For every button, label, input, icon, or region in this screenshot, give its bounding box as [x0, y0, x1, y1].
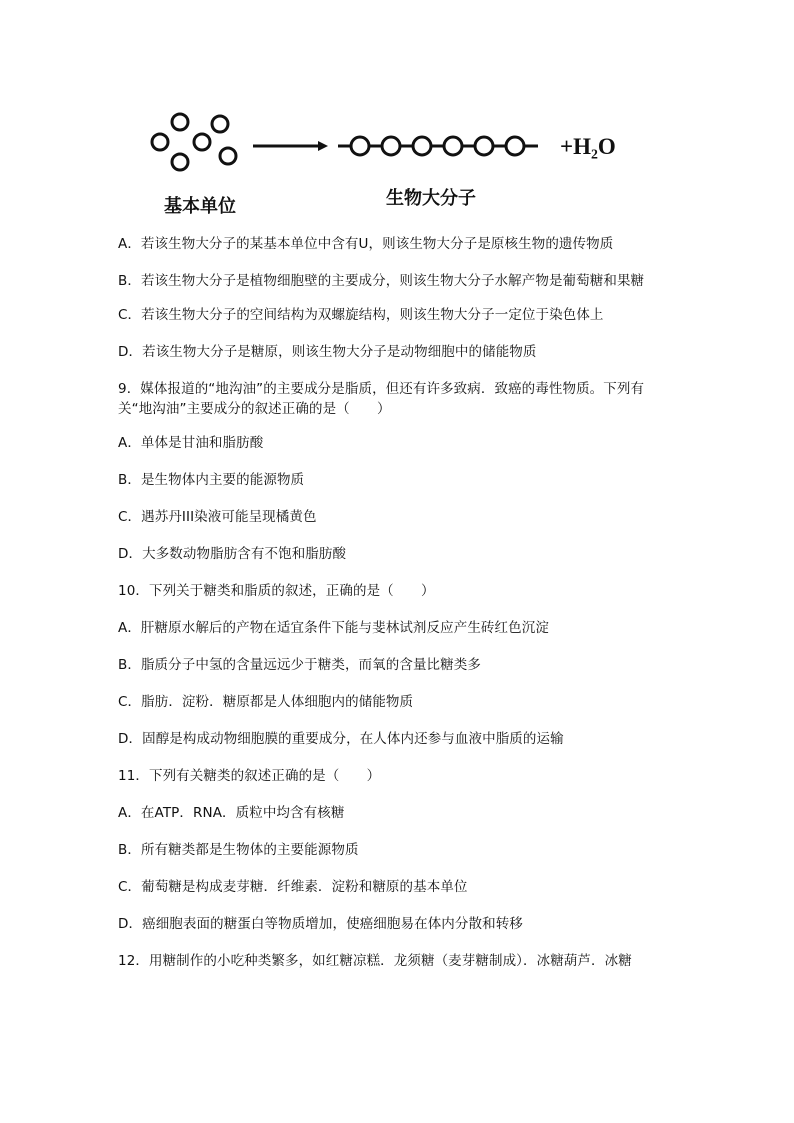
question-text	[118, 234, 678, 988]
option-9a: A．单体是甘油和脂肪酸	[118, 435, 264, 451]
question-12-stem: 12．用糖制作的小吃种类繁多，如红糖凉糕．龙须糖（麦芽糖制成）．冰糖葫芦．冰糖	[118, 953, 632, 969]
macromolecule-diagram	[140, 100, 640, 220]
option-9d: D．大多数动物脂肪含有不饱和脂肪酸	[118, 546, 347, 562]
option-8c: C．若该生物大分子的空间结构为双螺旋结构，则该生物大分子一定位于染色体上	[118, 307, 604, 323]
option-11c: C．葡萄糖是构成麦芽糖．纤维素．淀粉和糖原的基本单位	[118, 879, 468, 895]
chain-circle	[444, 137, 462, 155]
option-11d: D．癌细胞表面的糖蛋白等物质增加，使癌细胞易在体内分散和转移	[118, 916, 523, 932]
option-9b: B．是生物体内主要的能源物质	[118, 472, 305, 488]
monomer-polymer-svg	[140, 100, 640, 190]
chain-circle	[413, 137, 431, 155]
question-10-stem: 10．下列关于糖类和脂质的叙述，正确的是（ ）	[118, 583, 435, 599]
option-10a: A．肝糖原水解后的产物在适宜条件下能与斐林试剂反应产生砖红色沉淀	[118, 620, 549, 636]
polymer-label: 生物大分子	[386, 188, 476, 209]
option-8b: B．若该生物大分子是植物细胞壁的主要成分，则该生物大分子水解产物是葡萄糖和果糖	[118, 273, 645, 289]
monomer-circle	[212, 116, 228, 132]
monomer-label: 基本单位	[164, 196, 236, 217]
option-9c: C．遇苏丹III染液可能呈现橘黄色	[118, 509, 317, 525]
option-8d: D．若该生物大分子是糖原，则该生物大分子是动物细胞中的储能物质	[118, 344, 537, 360]
option-8a: A．若该生物大分子的某基本单位中含有U，则该生物大分子是原核生物的遗传物质	[118, 236, 614, 252]
monomer-circle	[152, 134, 168, 150]
option-10d: D．固醇是构成动物细胞膜的重要成分，在人体内还参与血液中脂质的运输	[118, 731, 564, 747]
option-10b: B．脂质分子中氢的含量远远少于糖类，而氧的含量比糖类多	[118, 657, 481, 673]
water-product-label: +H₂O	[560, 134, 616, 159]
chain-circle	[382, 137, 400, 155]
monomer-circle	[194, 134, 210, 150]
polymer-chain	[338, 137, 538, 155]
monomer-circle	[172, 114, 188, 130]
monomer-circle	[172, 154, 188, 170]
chain-circle	[351, 137, 369, 155]
question-9-stem: 9．媒体报道的“地沟油”的主要成分是脂质，但还有许多致病．致癌的毒性物质。下列有关“地沟油”主要成分的叙述正确的是（ ）	[118, 381, 645, 417]
chain-circle	[475, 137, 493, 155]
monomer-circle	[220, 148, 236, 164]
option-11a: A．在ATP．RNA．质粒中均含有核糖	[118, 805, 345, 821]
option-10c: C．脂肪．淀粉．糖原都是人体细胞内的储能物质	[118, 694, 414, 710]
chain-circle	[506, 137, 524, 155]
option-11b: B．所有糖类都是生物体的主要能源物质	[118, 842, 359, 858]
question-11-stem: 11．下列有关糖类的叙述正确的是（ ）	[118, 768, 381, 784]
reaction-arrow	[253, 141, 328, 151]
